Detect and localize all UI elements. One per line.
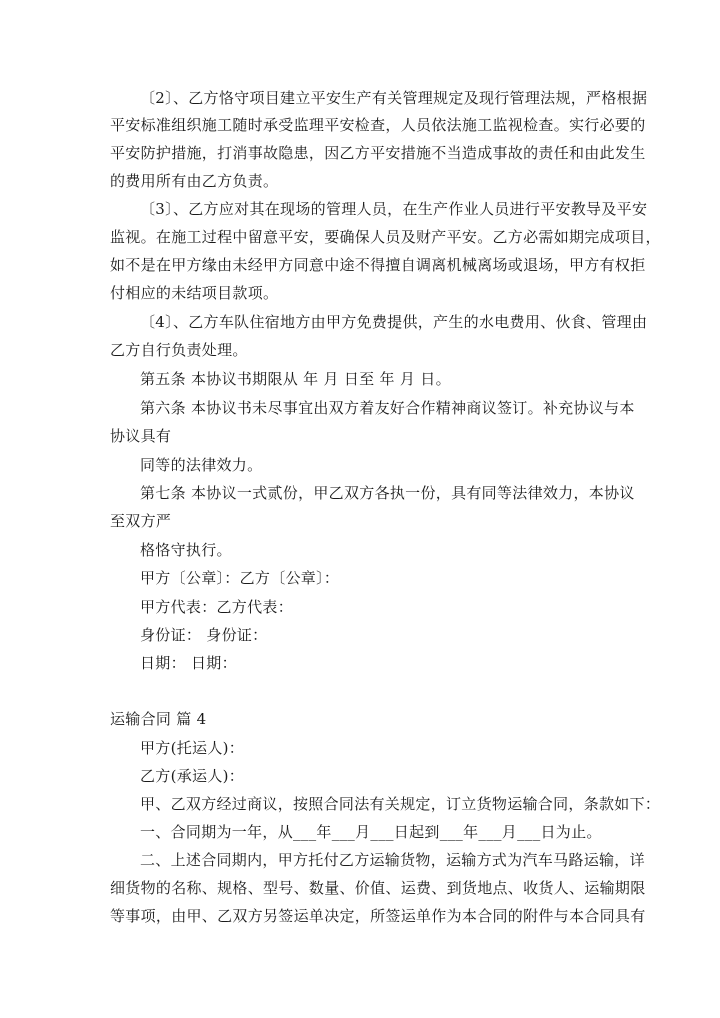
seal-line: 甲方〔公章〕：乙方〔公章〕： xyxy=(140,569,340,587)
paragraph-line: 平安防护措施，打消事故隐患，因乙方平安措施不当造成事故的责任和由此发生 xyxy=(110,144,646,162)
paragraph-line: 协议具有 xyxy=(110,427,172,445)
paragraph-line: 〔2〕、乙方恪守项目建立平安生产有关管理规定及现行管理法规，严格根据 xyxy=(140,89,648,107)
paragraph-line: 付相应的未结项目款项。 xyxy=(110,284,279,302)
party-b-line: 乙方(承运人)： xyxy=(140,767,245,785)
article-5: 第五条 本协议书期限从 年 月 日至 年 月 日。 xyxy=(140,370,451,388)
paragraph-line: 监视。在施工过程中留意平安，要确保人员及财产平安。乙方必需如期完成项目， xyxy=(110,228,661,246)
article-7: 第七条 本协议一式贰份，甲乙双方各执一份，具有同等法律效力，本协议 xyxy=(140,484,635,502)
date-line: 日期： 日期： xyxy=(140,654,237,672)
paragraph-line: 平安标准组织施工随时承受监理平安检查，人员依法施工监视检查。实行必要的 xyxy=(110,116,646,134)
party-a-line: 甲方(托运人)： xyxy=(140,739,245,757)
paragraph-line: 〔3〕、乙方应对其在现场的管理人员，在生产作业人员进行平安教导及平安 xyxy=(140,200,648,218)
paragraph-line: 〔4〕、乙方车队住宿地方由甲方免费提供，产生的水电费用、伙食、管理由 xyxy=(140,313,648,331)
clause-1: 一、合同期为一年，从___年___月___日起到___年___月___日为止。 xyxy=(140,823,602,841)
paragraph-line: 同等的法律效力。 xyxy=(140,456,263,474)
representative-line: 甲方代表：乙方代表： xyxy=(140,598,294,616)
paragraph-line: 乙方自行负责处理。 xyxy=(110,341,248,359)
paragraph-line: 如不是在甲方缘由未经甲方同意中途不得擅自调离机械离场或退场，甲方有权拒 xyxy=(110,256,646,274)
paragraph-line: 至双方严 xyxy=(110,512,172,530)
paragraph-line: 的费用所有由乙方负责。 xyxy=(110,172,279,190)
id-card-line: 身份证： 身份证： xyxy=(140,626,268,644)
article-6: 第六条 本协议书未尽事宜出双方着友好合作精神商议签订。补充协议与本 xyxy=(140,399,635,417)
clause-2: 二、上述合同期内，甲方托付乙方运输货物，运输方式为汽车马路运输，详 xyxy=(140,851,645,869)
paragraph-line: 等事项，由甲、乙双方另签运单决定，所签运单作为本合同的附件与本合同具有 xyxy=(110,907,646,925)
paragraph-line: 格恪守执行。 xyxy=(140,541,232,559)
paragraph-line: 细货物的名称、规格、型号、数量、价值、运费、到货地点、收货人、运输期限 xyxy=(110,879,646,897)
paragraph-line: 甲、乙双方经过商议，按照合同法有关规定，订立货物运输合同，条款如下： xyxy=(140,795,661,813)
section-heading: 运输合同 篇 4 xyxy=(110,710,207,728)
